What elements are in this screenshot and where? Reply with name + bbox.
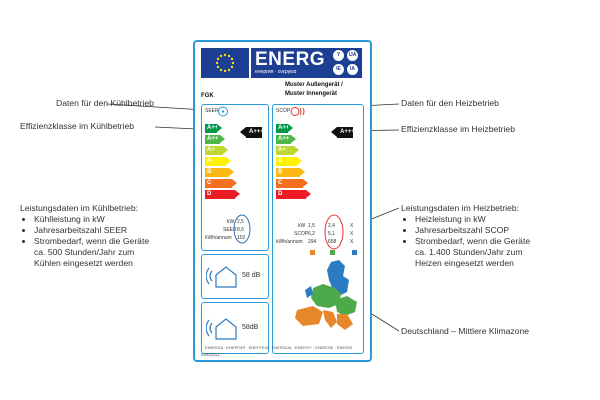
heating-class-bar: A++ (278, 136, 290, 142)
heating-scop-label: SCOP (294, 231, 309, 237)
europe-climate-map (291, 258, 361, 334)
annotation-cooling-perf (20, 203, 149, 269)
heating-perf-cont-2: Heizen eingesetzt werden (415, 258, 514, 268)
cooling-seer-label: SEER (223, 227, 237, 233)
cooling-class-bar: A++ (207, 136, 219, 142)
cooling-class-bar: A (205, 157, 226, 166)
heating-kwh-value: 294 (308, 239, 317, 245)
supplier-name: FGK (201, 93, 214, 99)
energy-header (251, 48, 362, 78)
noise-indoor-value: 58 dB (242, 272, 261, 279)
noise-indoor-panel (201, 254, 269, 299)
seer-tag: SEER (205, 108, 219, 114)
heating-class-bar: D (276, 190, 306, 199)
cooling-panel (201, 104, 269, 251)
heating-perf-item: • Heizleistung in kW (415, 214, 530, 225)
annotation-heating-class: Effizienzklasse im Heizbetrieb (401, 124, 515, 134)
energy-sub: енергия · ενεργεια (255, 69, 297, 75)
annotation-heating-data: Daten für den Heizbetrieb (401, 98, 499, 108)
model-line-2: Muster Innengerät (285, 91, 338, 97)
cooling-class-bar: A+ (205, 146, 223, 155)
cooling-highlight-ellipse (232, 213, 252, 245)
cooling-kw-label: kW (227, 219, 235, 225)
heating-class-arrow: A+++ (337, 127, 353, 138)
annotation-cooling-data: Daten für den Kühlbetrieb (56, 98, 154, 108)
heating-perf-title: Leistungsdaten im Heizbetrieb: (401, 203, 519, 213)
zone-marker-average (330, 250, 335, 255)
cooling-perf-item: • Strombedarf, wenn die Geräte (34, 236, 149, 247)
heating-perf-item: • Strombedarf, wenn die Geräte (415, 236, 530, 247)
energy-word: ENERG (255, 49, 326, 70)
energy-label (193, 40, 372, 362)
cooling-class-bar: A+++ (207, 125, 222, 131)
cooling-class-bar: D (205, 190, 235, 199)
annotation-germany-zone: Deutschland – Mittlere Klimazone (401, 326, 530, 336)
heating-kw-value: 1,5 (308, 223, 315, 229)
heating-class-bar: C (276, 179, 303, 188)
model-line-1: Muster Außengerät / (285, 82, 343, 88)
heating-scop-value: 6,2 (308, 231, 315, 237)
heating-kwh-value: X (350, 239, 354, 245)
cooling-class-bar: C (205, 179, 232, 188)
badge: Y (333, 50, 344, 61)
heating-panel (272, 104, 364, 354)
cooling-perf-item: • Jahresarbeitszahl SEER (34, 225, 149, 236)
heating-scop-value: 5,1 (328, 231, 335, 237)
badge: IE (333, 64, 344, 75)
heating-class-bar: B (276, 168, 300, 177)
annotation-heating-perf (401, 203, 530, 269)
heating-kw-value: 2,4 (328, 223, 335, 229)
cooling-perf-cont-2: Kühlen eingesetzt werden (34, 258, 133, 268)
cooling-perf-title: Leistungsdaten im Kühlbetrieb: (20, 203, 139, 213)
heating-kwh-value: 658 (328, 239, 337, 245)
badge: IJA (347, 50, 358, 61)
badge: IA (347, 64, 358, 75)
zone-marker-warm (310, 250, 315, 255)
scop-tag: SCOP (276, 108, 291, 114)
heat-wave-icon (289, 106, 307, 117)
cooling-kw-value: 2,5 (237, 219, 244, 225)
heating-class-bar: A+++ (278, 125, 293, 131)
speaker-outdoor-icon (206, 311, 240, 343)
cooling-class-bar: B (205, 168, 229, 177)
speaker-indoor-icon (206, 261, 240, 291)
noise-outdoor-value: 58dB (242, 324, 259, 331)
cooling-kwh-value: 102 (237, 235, 246, 241)
heating-highlight-ellipse (323, 213, 345, 251)
heating-perf-item: • Jahresarbeitszahl SCOP (415, 225, 530, 236)
cooling-kwh-label: kWh/annum (205, 235, 232, 241)
cooling-perf-item: • Kühlleistung in kW (34, 214, 149, 225)
heating-perf-cont-1: ca. 1.400 Stunden/Jahr zum (415, 247, 523, 257)
cooling-class-arrow: A+++ (246, 127, 262, 138)
regulation-number: 626/2011 (201, 352, 220, 357)
fan-cooling-icon (216, 106, 230, 117)
heating-class-bar: A+ (276, 146, 294, 155)
heating-class-bar: A (276, 157, 297, 166)
heating-kw-label: kW (298, 223, 306, 229)
cooling-seer-value: 8,6 (237, 227, 244, 233)
heating-kw-value: X (350, 223, 354, 229)
annotation-cooling-class: Effizienzklasse im Kühlbetrieb (20, 121, 135, 131)
heating-scop-value: X (350, 231, 354, 237)
footer-languages: ENERGIA · ЕНЕРГИЯ · ΕΝΕΡΓΕΙΑ · ENERGIJA · ENERGY · ENERGIE · ENERGI (205, 345, 353, 350)
heating-kwh-label: kWh/annum (276, 239, 303, 245)
eu-flag-icon (201, 48, 249, 78)
cooling-perf-cont-1: ca. 500 Stunden/Jahr zum (34, 247, 135, 257)
zone-marker-cold (352, 250, 357, 255)
